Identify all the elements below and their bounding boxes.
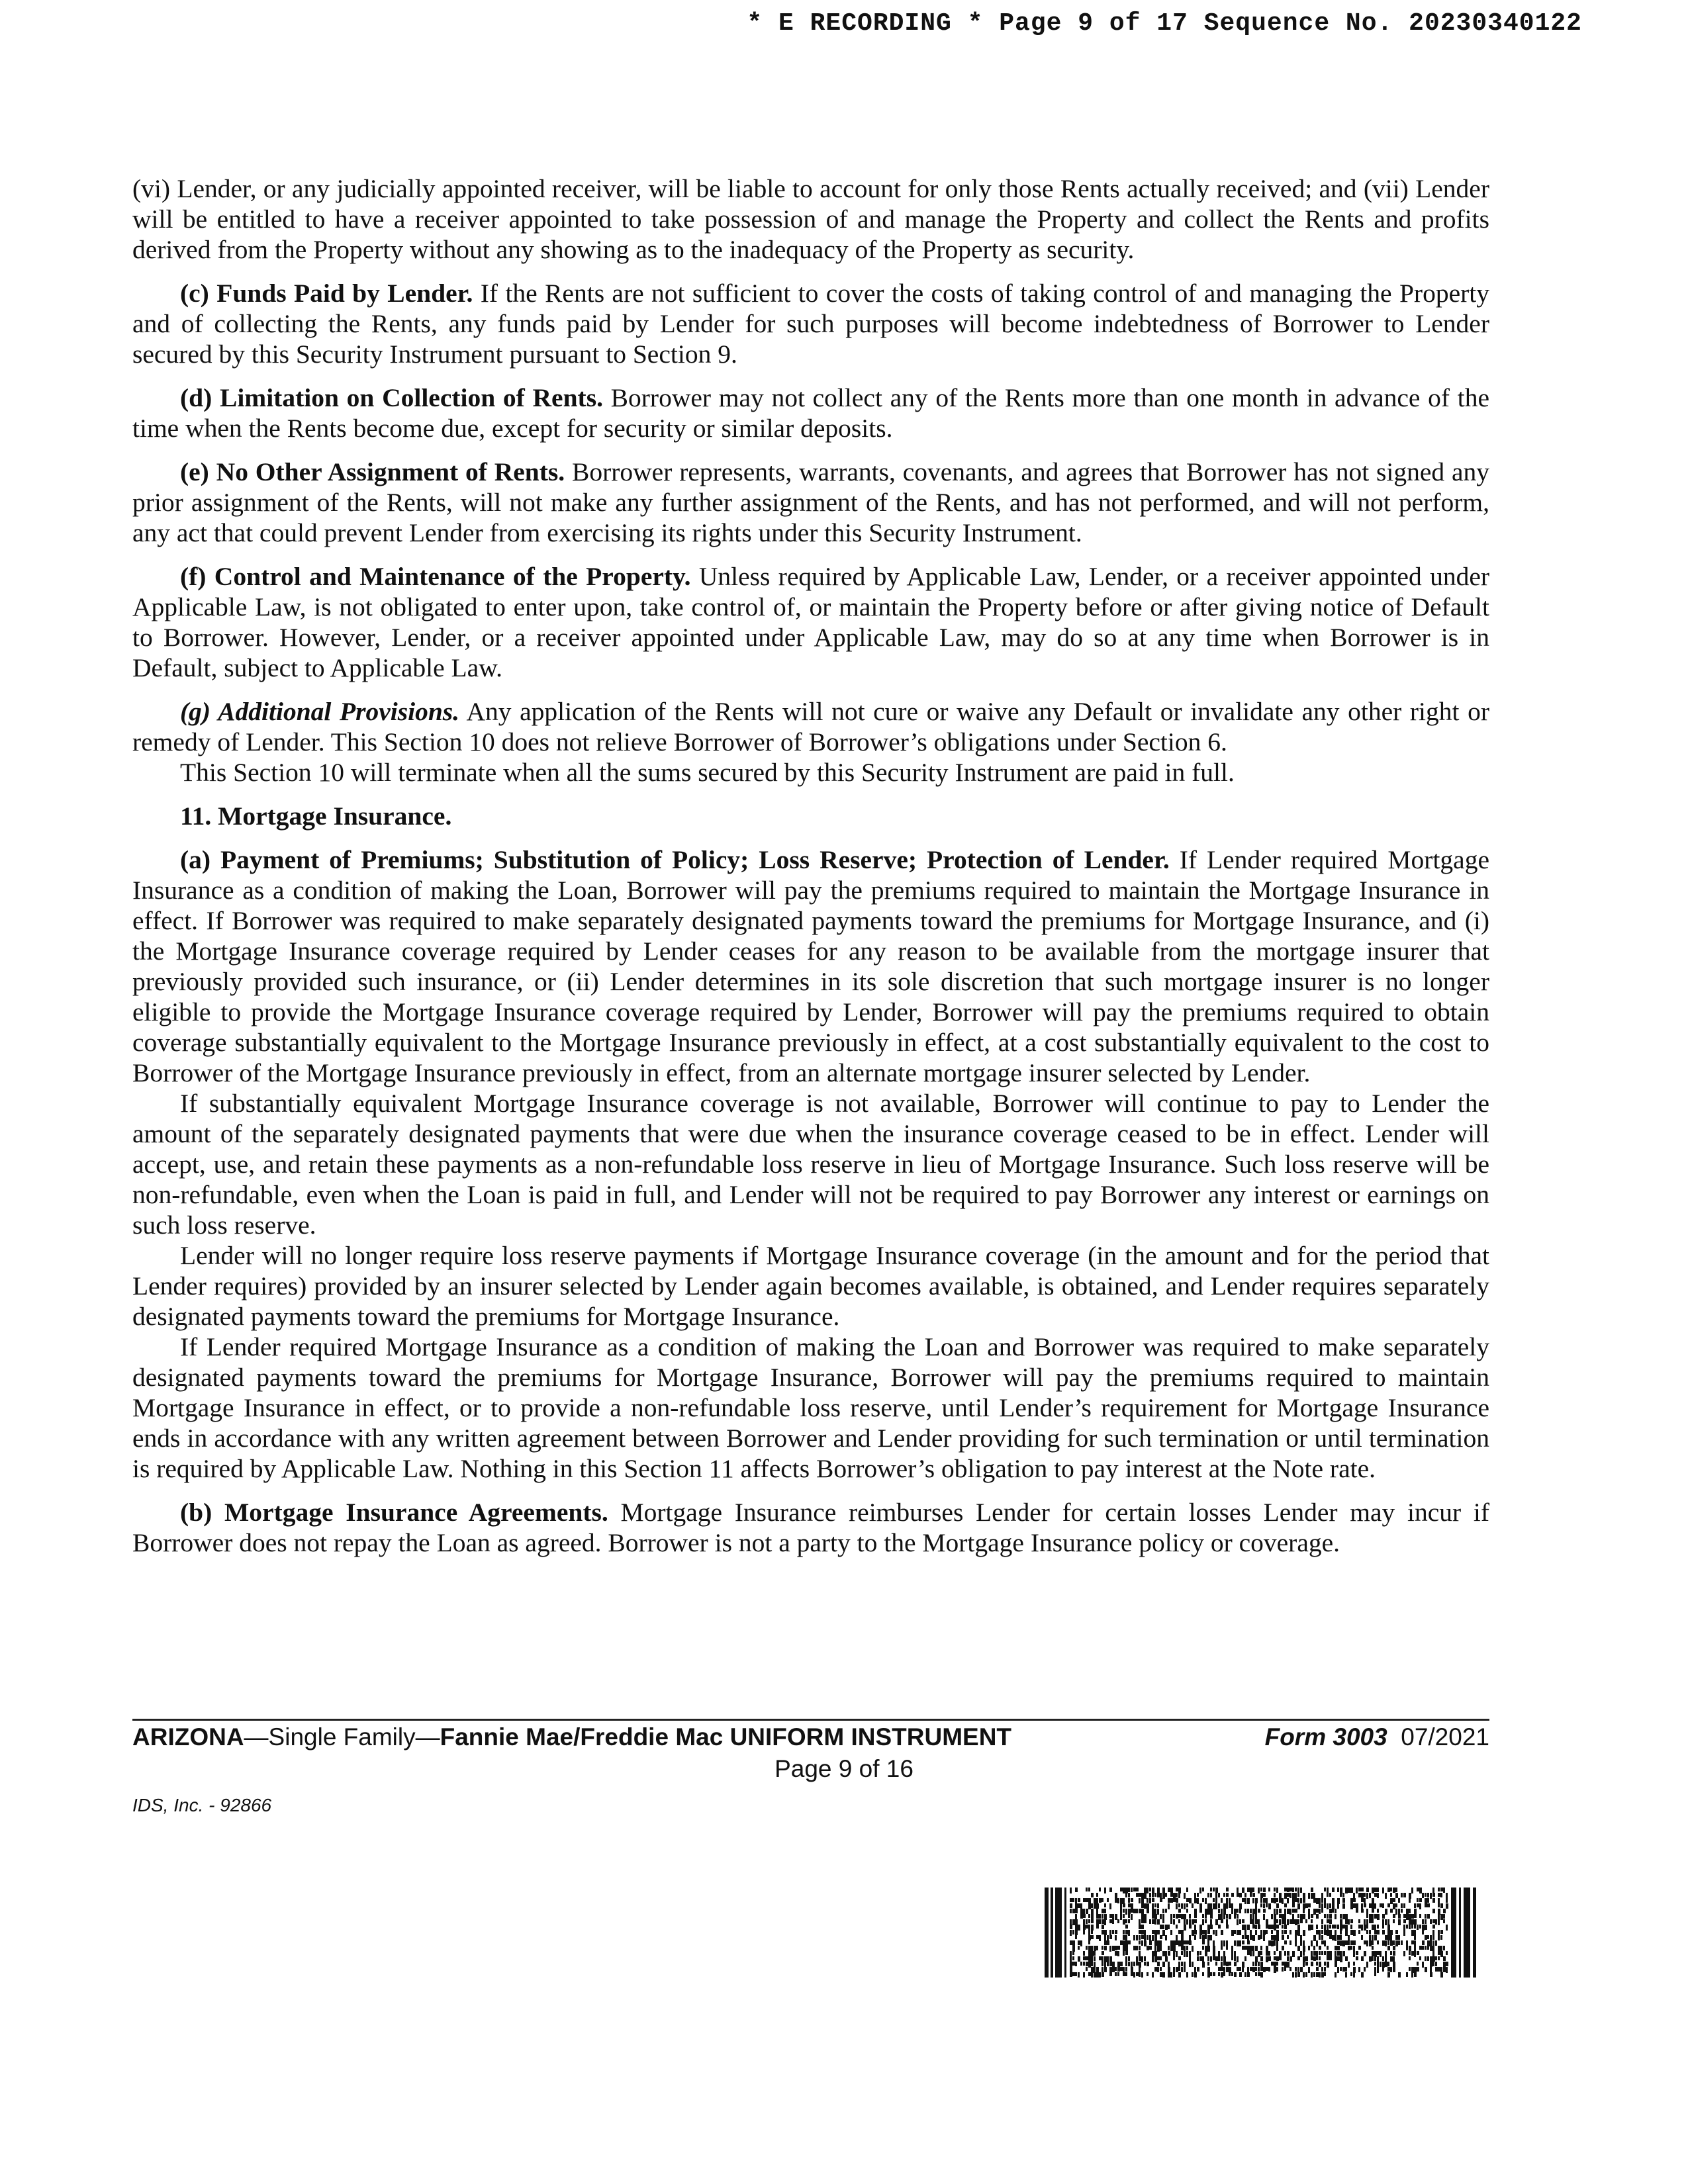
footer-family: —Single Family— [244, 1723, 440, 1751]
footer-divider [132, 1719, 1489, 1721]
paragraph-d [132, 383, 1489, 443]
heading-b: (b) Mortgage Insurance Agreements. [180, 1498, 608, 1527]
paragraph-continuation: (vi) Lender, or any judicially appointed receiver, will be liable to account for only those Rents actually received; and (vii) Lender will be entitled to have a receiver appointed to take possession of and manage the Property and collect the Rents and profits derived from the Property without any showing as to the inadequacy of the Property as security. [132, 174, 1489, 264]
footer-form [1265, 1723, 1489, 1751]
paragraph-e [132, 457, 1489, 548]
text-g: Any application of the Rents will not cure or waive any Default or invalidate any other right or remedy of Lender. This Section 10 does not relieve Borrower of Borrower’s obligations under Section 6. [132, 697, 1489, 756]
footer-page-number: Page 9 of 16 [774, 1755, 914, 1782]
paragraph-g [132, 696, 1489, 757]
recording-header: * E RECORDING * Page 9 of 17 Sequence No. 20230340122 [747, 9, 1582, 38]
heading-section11: 11. Mortgage Insurance. [180, 801, 452, 831]
footer-form-date: 07/2021 [1401, 1723, 1489, 1751]
paragraph-c [132, 278, 1489, 369]
section11-heading [132, 801, 1489, 831]
paragraph-section10-terminate: This Section 10 will terminate when all the sums secured by this Security Instrument are paid in full. [180, 758, 1235, 787]
heading-a: (a) Payment of Premiums; Substitution of Policy; Loss Reserve; Protection of Lender. [180, 845, 1170, 874]
text-e: Borrower represents, warrants, covenants, and agrees that Borrower has not signed any prior assignment of the Rents, will not make any further assignment of the Rents, and has not performed, and will not perform, any act that could prevent Lender from exercising its rights under this Security Instrument. [132, 457, 1490, 547]
text-a: If Lender required Mortgage Insurance as a condition of making the Loan, Borrower will pay the premiums required to maintain the Mortgage Insurance in effect. If Borrower was required to make separately designated payments toward the premiums for Mortgage Insurance, and (i) the Mortgage Insurance coverage required by Lender ceases for any reason to be available from the mortgage insurer that previously provided such insurance, or (ii) Lender determines in its sole discretion that such mortgage insurer is no longer eligible to provide the Mortgage Insurance coverage required by Lender, Borrower will pay the premiums required to obtain coverage substantially equivalent to the Mortgage Insurance previously in effect, at a cost substantially equivalent to the cost to Borrower of the Mortgage Insurance previously in effect, from an alternate mortgage insurer selected by Lender. [132, 845, 1489, 1087]
document-body [132, 173, 1489, 1571]
footer-instrument [132, 1723, 1011, 1751]
heading-e: (e) No Other Assignment of Rents. [180, 457, 565, 486]
heading-d: (d) Limitation on Collection of Rents. [180, 383, 603, 412]
footer-instrument-name: Fannie Mae/Freddie Mac UNIFORM INSTRUMENT [440, 1723, 1012, 1751]
footer-form-label: Form 3003 [1264, 1723, 1387, 1751]
heading-f: (f) Control and Maintenance of the Property. [180, 562, 691, 591]
paragraph-a [132, 844, 1489, 1088]
text-f: Unless required by Applicable Law, Lender, or a receiver appointed under Applicable Law, is not obligated to enter upon, take control of, or maintain the Property before or after giving notice of Default to Borrower. However, Lender, or a receiver appointed under Applicable Law, may do so at any time when Borrower is in Default, subject to Applicable Law. [132, 562, 1490, 682]
text-b: Mortgage Insurance reimburses Lender for certain losses Lender may incur if Borrower does not repay the Loan as agreed. Borrower is not a party to the Mortgage Insurance policy or coverage. [132, 1498, 1489, 1557]
footer-state: ARIZONA [132, 1723, 244, 1751]
paragraph-a3: Lender will no longer require loss reserve payments if Mortgage Insurance coverage (in the amount and for the period that Lender requires) provided by an insurer selected by Lender again becomes available, is obtained, and Lender requires separately designated payments toward the premiums for Mortgage Insurance. [132, 1241, 1489, 1331]
heading-g: (g) Additional Provisions. [180, 697, 460, 726]
heading-c: (c) Funds Paid by Lender. [180, 279, 473, 308]
footer-ids: IDS, Inc. - 92866 [132, 1795, 272, 1815]
text-d: Borrower may not collect any of the Rents more than one month in advance of the time when the Rents become due, except for security or similar deposits. [132, 383, 1489, 443]
paragraph-a4: If Lender required Mortgage Insurance as a condition of making the Loan and Borrower was required to make separately designated payments toward the premiums for Mortgage Insurance, Borrower will pay the premiums required to maintain Mortgage Insurance in effect, or to provide a non-refundable loss reserve, until Lender’s requirement for Mortgage Insurance ends in accordance with any written agreement between Borrower and Lender providing for such termination or until termination is required by Applicable Law. Nothing in this Section 11 affects Borrower’s obligation to pay interest at the Note rate. [132, 1332, 1489, 1483]
barcode-image [1045, 1888, 1476, 1978]
paragraph-b [132, 1497, 1489, 1558]
paragraph-f [132, 561, 1489, 683]
text-c: If the Rents are not sufficient to cover the costs of taking control of and managing the Property and of collecting the Rents, any funds paid by Lender for such purposes will become indebtedness of Borrower to Lender secured by this Security Instrument pursuant to Section 9. [132, 279, 1489, 369]
paragraph-a2: If substantially equivalent Mortgage Insurance coverage is not available, Borrower will continue to pay to Lender the amount of the separately designated payments that were due when the insurance coverage ceased to be in effect. Lender will accept, use, and retain these payments as a non-refundable loss reserve in lieu of Mortgage Insurance. Such loss reserve will be non-refundable, even when the Loan is paid in full, and Lender will not be required to pay Borrower any interest or earnings on such loss reserve. [132, 1089, 1489, 1240]
